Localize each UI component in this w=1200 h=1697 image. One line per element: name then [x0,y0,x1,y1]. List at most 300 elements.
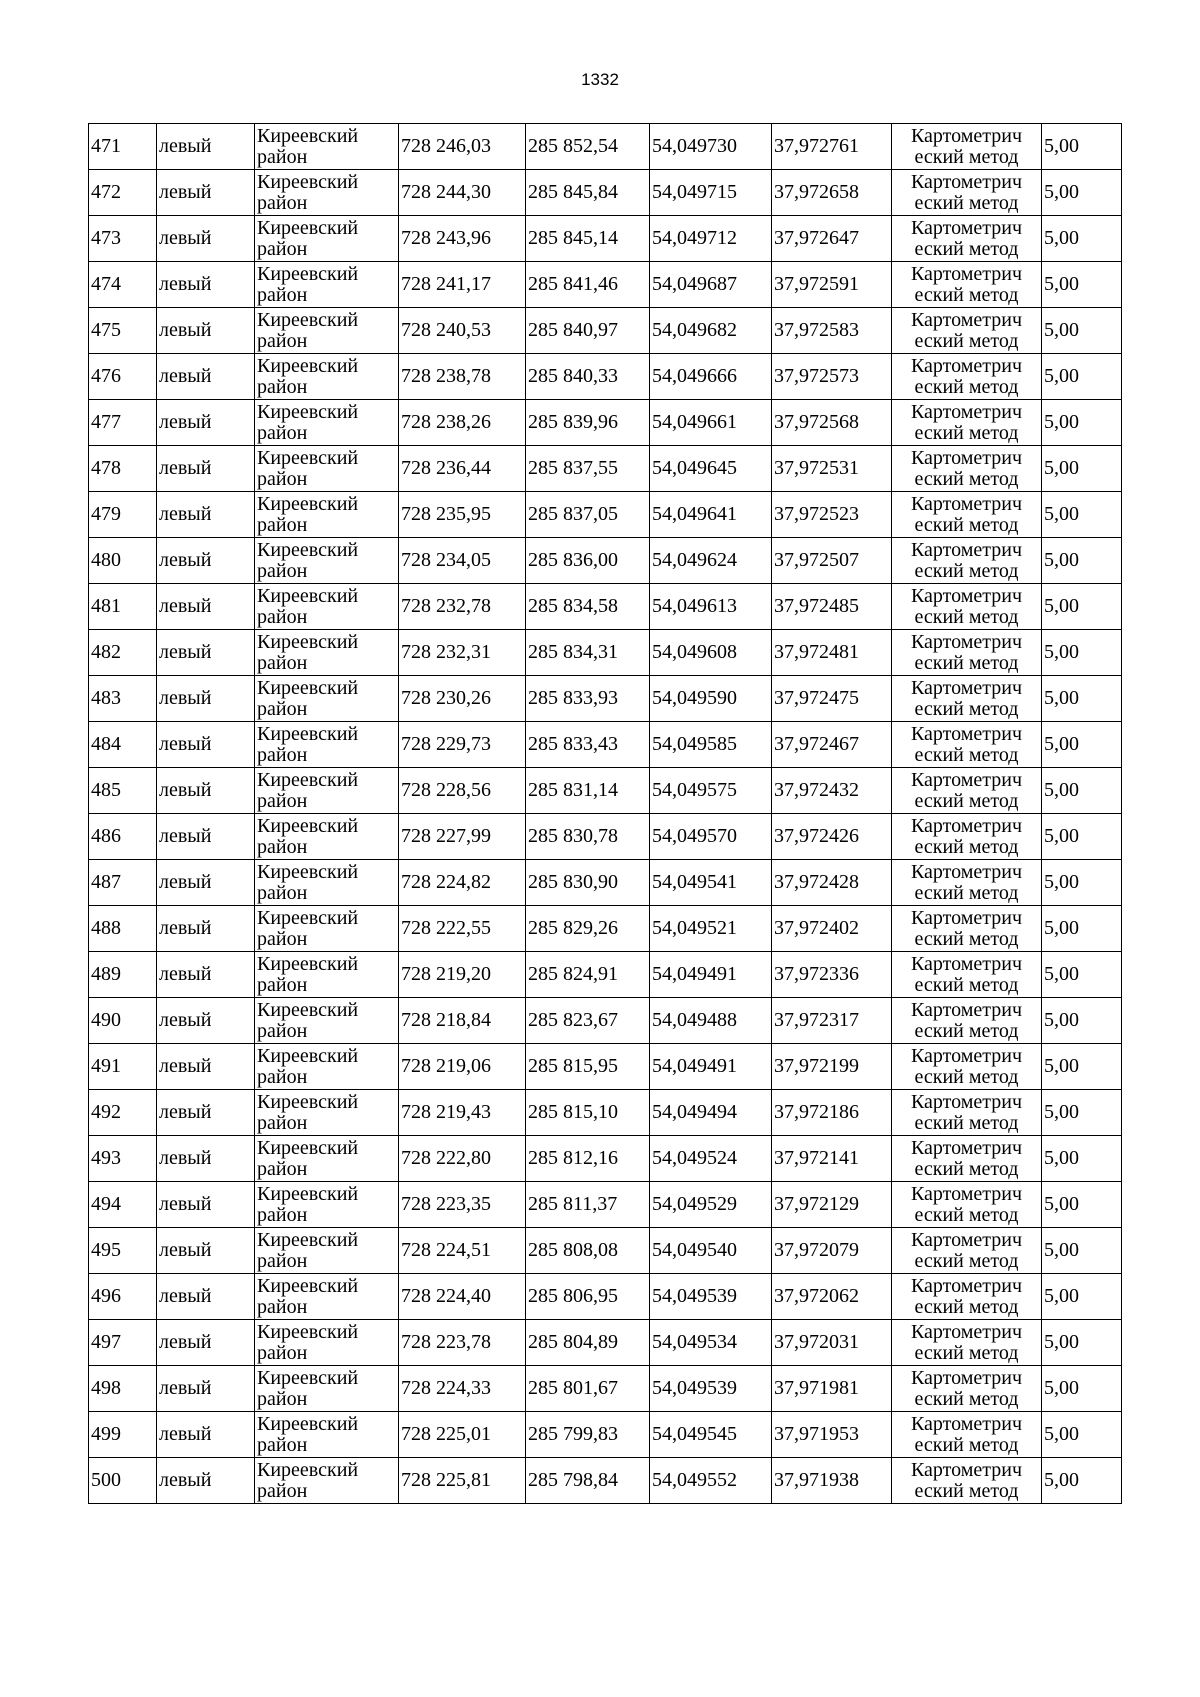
bank-side-cell: левый [157,1136,255,1182]
district-cell-line: район [257,375,308,398]
y-coordinate-cell: 285 833,93 [526,676,650,722]
latitude-cell: 54,049529 [650,1182,772,1228]
y-coordinate-cell: 285 845,84 [526,170,650,216]
latitude-cell: 54,049661 [650,400,772,446]
district-cell-line: район [257,145,308,168]
table-row [89,492,1122,538]
method-cell-line: Картометрич [910,492,1023,515]
x-coordinate-cell: 728 224,40 [399,1274,526,1320]
point-number-cell: 474 [89,262,157,308]
district-cell [255,906,399,952]
point-number-cell: 481 [89,584,157,630]
district-cell [255,1044,399,1090]
district-cell-line: Киреевский [257,768,359,791]
y-coordinate-cell: 285 837,55 [526,446,650,492]
method-cell-line: еский метод [914,421,1019,444]
y-coordinate-cell: 285 834,58 [526,584,650,630]
method-cell-line: еский метод [914,651,1019,674]
method-cell-line: еский метод [914,1479,1019,1502]
latitude-cell: 54,049575 [650,768,772,814]
longitude-cell: 37,972129 [772,1182,892,1228]
district-cell [255,492,399,538]
district-cell [255,584,399,630]
accuracy-cell: 5,00 [1042,906,1122,952]
y-coordinate-cell: 285 815,95 [526,1044,650,1090]
table-row [89,630,1122,676]
district-cell-line: Киреевский [257,1412,359,1435]
latitude-cell: 54,049682 [650,308,772,354]
latitude-cell: 54,049552 [650,1458,772,1504]
method-cell [892,216,1042,262]
point-number-cell: 478 [89,446,157,492]
district-cell-line: район [257,927,308,950]
accuracy-cell: 5,00 [1042,814,1122,860]
district-cell-line: Киреевский [257,1090,359,1113]
latitude-cell: 54,049491 [650,952,772,998]
point-number-cell: 485 [89,768,157,814]
table-row [89,768,1122,814]
district-cell-line: район [257,1019,308,1042]
district-cell [255,354,399,400]
district-cell [255,1182,399,1228]
method-cell [892,1090,1042,1136]
district-cell-line: Киреевский [257,1044,359,1067]
district-cell-line: Киреевский [257,722,359,745]
bank-side-cell: левый [157,906,255,952]
latitude-cell: 54,049539 [650,1274,772,1320]
accuracy-cell: 5,00 [1042,952,1122,998]
table-row [89,814,1122,860]
longitude-cell: 37,972507 [772,538,892,584]
latitude-cell: 54,049730 [650,124,772,170]
district-cell-line: Киреевский [257,1228,359,1251]
accuracy-cell: 5,00 [1042,1136,1122,1182]
latitude-cell: 54,049488 [650,998,772,1044]
bank-side-cell: левый [157,814,255,860]
district-cell-line: район [257,743,308,766]
y-coordinate-cell: 285 830,78 [526,814,650,860]
method-cell-line: Картометрич [910,354,1023,377]
bank-side-cell: левый [157,216,255,262]
x-coordinate-cell: 728 219,43 [399,1090,526,1136]
method-cell-line: еский метод [914,1019,1019,1042]
method-cell-line: еский метод [914,1249,1019,1272]
accuracy-cell: 5,00 [1042,1274,1122,1320]
district-cell [255,216,399,262]
district-cell [255,262,399,308]
district-cell-line: район [257,1203,308,1226]
method-cell-line: еский метод [914,237,1019,260]
x-coordinate-cell: 728 218,84 [399,998,526,1044]
y-coordinate-cell: 285 831,14 [526,768,650,814]
y-coordinate-cell: 285 841,46 [526,262,650,308]
y-coordinate-cell: 285 845,14 [526,216,650,262]
longitude-cell: 37,972485 [772,584,892,630]
table-row [89,906,1122,952]
point-number-cell: 493 [89,1136,157,1182]
point-number-cell: 495 [89,1228,157,1274]
y-coordinate-cell: 285 812,16 [526,1136,650,1182]
longitude-cell: 37,972583 [772,308,892,354]
table-row [89,722,1122,768]
y-coordinate-cell: 285 840,97 [526,308,650,354]
bank-side-cell: левый [157,1366,255,1412]
longitude-cell: 37,972031 [772,1320,892,1366]
district-cell-line: Киреевский [257,630,359,653]
y-coordinate-cell: 285 830,90 [526,860,650,906]
latitude-cell: 54,049715 [650,170,772,216]
x-coordinate-cell: 728 234,05 [399,538,526,584]
x-coordinate-cell: 728 241,17 [399,262,526,308]
district-cell-line: Киреевский [257,170,359,193]
district-cell-line: район [257,1341,308,1364]
latitude-cell: 54,049613 [650,584,772,630]
x-coordinate-cell: 728 219,06 [399,1044,526,1090]
method-cell-line: еский метод [914,513,1019,536]
latitude-cell: 54,049521 [650,906,772,952]
table-row [89,1090,1122,1136]
y-coordinate-cell: 285 840,33 [526,354,650,400]
point-number-cell: 472 [89,170,157,216]
accuracy-cell: 5,00 [1042,1228,1122,1274]
x-coordinate-cell: 728 232,31 [399,630,526,676]
method-cell-line: Картометрич [910,906,1023,929]
longitude-cell: 37,972426 [772,814,892,860]
y-coordinate-cell: 285 808,08 [526,1228,650,1274]
district-cell [255,1320,399,1366]
method-cell-line: Картометрич [910,860,1023,883]
bank-side-cell: левый [157,446,255,492]
method-cell-line: еский метод [914,329,1019,352]
method-cell [892,584,1042,630]
district-cell [255,446,399,492]
method-cell-line: Картометрич [910,400,1023,423]
table-row [89,354,1122,400]
accuracy-cell: 5,00 [1042,768,1122,814]
longitude-cell: 37,972141 [772,1136,892,1182]
accuracy-cell: 5,00 [1042,538,1122,584]
longitude-cell: 37,971938 [772,1458,892,1504]
method-cell-line: еский метод [914,1065,1019,1088]
table-row [89,1136,1122,1182]
latitude-cell: 54,049608 [650,630,772,676]
x-coordinate-cell: 728 238,26 [399,400,526,446]
table-row [89,400,1122,446]
x-coordinate-cell: 728 229,73 [399,722,526,768]
longitude-cell: 37,972467 [772,722,892,768]
district-cell-line: район [257,697,308,720]
district-cell-line: Киреевский [257,354,359,377]
method-cell [892,722,1042,768]
method-cell [892,1366,1042,1412]
district-cell-line: Киреевский [257,584,359,607]
method-cell-line: Картометрич [910,446,1023,469]
y-coordinate-cell: 285 815,10 [526,1090,650,1136]
district-cell-line: Киреевский [257,1458,359,1481]
point-number-cell: 492 [89,1090,157,1136]
district-cell-line: Киреевский [257,308,359,331]
method-cell [892,1136,1042,1182]
method-cell-line: еский метод [914,789,1019,812]
district-cell [255,170,399,216]
bank-side-cell: левый [157,722,255,768]
method-cell [892,676,1042,722]
method-cell-line: Картометрич [910,1044,1023,1067]
table-row [89,308,1122,354]
longitude-cell: 37,972062 [772,1274,892,1320]
district-cell [255,676,399,722]
latitude-cell: 54,049641 [650,492,772,538]
district-cell-line: район [257,973,308,996]
district-cell-line: Киреевский [257,216,359,239]
point-number-cell: 490 [89,998,157,1044]
accuracy-cell: 5,00 [1042,446,1122,492]
latitude-cell: 54,049524 [650,1136,772,1182]
method-cell-line: еский метод [914,145,1019,168]
method-cell [892,1320,1042,1366]
accuracy-cell: 5,00 [1042,584,1122,630]
method-cell-line: еский метод [914,605,1019,628]
method-cell-line: Картометрич [910,538,1023,561]
district-cell-line: Киреевский [257,400,359,423]
method-cell-line: Картометрич [910,676,1023,699]
district-cell [255,998,399,1044]
bank-side-cell: левый [157,1412,255,1458]
point-number-cell: 475 [89,308,157,354]
method-cell-line: еский метод [914,1295,1019,1318]
table-row [89,1044,1122,1090]
district-cell-line: Киреевский [257,906,359,929]
point-number-cell: 482 [89,630,157,676]
x-coordinate-cell: 728 232,78 [399,584,526,630]
table-row [89,216,1122,262]
y-coordinate-cell: 285 824,91 [526,952,650,998]
x-coordinate-cell: 728 222,80 [399,1136,526,1182]
district-cell-line: Киреевский [257,1320,359,1343]
district-cell-line: Киреевский [257,124,359,147]
bank-side-cell: левый [157,1090,255,1136]
district-cell-line: район [257,1479,308,1502]
x-coordinate-cell: 728 227,99 [399,814,526,860]
table-row [89,1366,1122,1412]
district-cell-line: район [257,1157,308,1180]
y-coordinate-cell: 285 811,37 [526,1182,650,1228]
page-number: 1332 [581,70,619,89]
method-cell-line: еский метод [914,559,1019,582]
bank-side-cell: левый [157,492,255,538]
method-cell-line: Картометрич [910,768,1023,791]
point-number-cell: 473 [89,216,157,262]
table-row [89,998,1122,1044]
district-cell-line: Киреевский [257,1366,359,1389]
bank-side-cell: левый [157,630,255,676]
bank-side-cell: левый [157,170,255,216]
latitude-cell: 54,049570 [650,814,772,860]
latitude-cell: 54,049494 [650,1090,772,1136]
longitude-cell: 37,972523 [772,492,892,538]
district-cell [255,768,399,814]
district-cell-line: Киреевский [257,262,359,285]
method-cell-line: еский метод [914,1157,1019,1180]
y-coordinate-cell: 285 804,89 [526,1320,650,1366]
district-cell-line: Киреевский [257,952,359,975]
district-cell-line: Киреевский [257,446,359,469]
x-coordinate-cell: 728 235,95 [399,492,526,538]
method-cell [892,1412,1042,1458]
method-cell [892,124,1042,170]
accuracy-cell: 5,00 [1042,860,1122,906]
point-number-cell: 476 [89,354,157,400]
y-coordinate-cell: 285 829,26 [526,906,650,952]
x-coordinate-cell: 728 243,96 [399,216,526,262]
accuracy-cell: 5,00 [1042,400,1122,446]
longitude-cell: 37,972591 [772,262,892,308]
accuracy-cell: 5,00 [1042,492,1122,538]
method-cell-line: Картометрич [910,584,1023,607]
district-cell-line: район [257,881,308,904]
x-coordinate-cell: 728 222,55 [399,906,526,952]
x-coordinate-cell: 728 223,78 [399,1320,526,1366]
district-cell-line: Киреевский [257,538,359,561]
bank-side-cell: левый [157,538,255,584]
table-row [89,952,1122,998]
method-cell-line: еский метод [914,881,1019,904]
method-cell-line: еский метод [914,835,1019,858]
table-row [89,1320,1122,1366]
table-row [89,1412,1122,1458]
bank-side-cell: левый [157,1274,255,1320]
method-cell-line: Картометрич [910,1136,1023,1159]
bank-side-cell: левый [157,1320,255,1366]
latitude-cell: 54,049590 [650,676,772,722]
y-coordinate-cell: 285 801,67 [526,1366,650,1412]
longitude-cell: 37,972199 [772,1044,892,1090]
method-cell-line: еский метод [914,1387,1019,1410]
y-coordinate-cell: 285 837,05 [526,492,650,538]
point-number-cell: 491 [89,1044,157,1090]
bank-side-cell: левый [157,952,255,998]
longitude-cell: 37,972186 [772,1090,892,1136]
table-row [89,170,1122,216]
district-cell-line: район [257,835,308,858]
method-cell-line: еский метод [914,1433,1019,1456]
district-cell [255,1458,399,1504]
method-cell-line: Картометрич [910,308,1023,331]
district-cell-line: Киреевский [257,814,359,837]
accuracy-cell: 5,00 [1042,998,1122,1044]
point-number-cell: 500 [89,1458,157,1504]
district-cell [255,1136,399,1182]
method-cell [892,768,1042,814]
district-cell [255,952,399,998]
x-coordinate-cell: 728 225,01 [399,1412,526,1458]
district-cell [255,124,399,170]
district-cell-line: район [257,651,308,674]
table-row [89,1228,1122,1274]
method-cell [892,446,1042,492]
point-number-cell: 496 [89,1274,157,1320]
longitude-cell: 37,971981 [772,1366,892,1412]
accuracy-cell: 5,00 [1042,170,1122,216]
method-cell-line: еский метод [914,1111,1019,1134]
district-cell-line: район [257,329,308,352]
bank-side-cell: левый [157,676,255,722]
district-cell [255,1090,399,1136]
district-cell [255,400,399,446]
method-cell [892,952,1042,998]
district-cell-line: Киреевский [257,1274,359,1297]
latitude-cell: 54,049491 [650,1044,772,1090]
y-coordinate-cell: 285 806,95 [526,1274,650,1320]
point-number-cell: 488 [89,906,157,952]
accuracy-cell: 5,00 [1042,262,1122,308]
method-cell-line: Картометрич [910,1320,1023,1343]
method-cell-line: Картометрич [910,1412,1023,1435]
method-cell-line: еский метод [914,1203,1019,1226]
accuracy-cell: 5,00 [1042,124,1122,170]
accuracy-cell: 5,00 [1042,1366,1122,1412]
method-cell-line: Картометрич [910,170,1023,193]
bank-side-cell: левый [157,400,255,446]
district-cell-line: район [257,1065,308,1088]
bank-side-cell: левый [157,1044,255,1090]
x-coordinate-cell: 728 219,20 [399,952,526,998]
x-coordinate-cell: 728 224,82 [399,860,526,906]
longitude-cell: 37,972317 [772,998,892,1044]
method-cell-line: Картометрич [910,1366,1023,1389]
accuracy-cell: 5,00 [1042,722,1122,768]
table-row [89,676,1122,722]
y-coordinate-cell: 285 852,54 [526,124,650,170]
accuracy-cell: 5,00 [1042,1090,1122,1136]
accuracy-cell: 5,00 [1042,630,1122,676]
longitude-cell: 37,972647 [772,216,892,262]
method-cell-line: еский метод [914,697,1019,720]
latitude-cell: 54,049645 [650,446,772,492]
bank-side-cell: левый [157,124,255,170]
district-cell-line: район [257,237,308,260]
method-cell-line: Картометрич [910,1090,1023,1113]
accuracy-cell: 5,00 [1042,1412,1122,1458]
district-cell-line: район [257,1387,308,1410]
district-cell-line: район [257,283,308,306]
method-cell-line: еский метод [914,1341,1019,1364]
longitude-cell: 37,972658 [772,170,892,216]
bank-side-cell: левый [157,584,255,630]
point-number-cell: 499 [89,1412,157,1458]
district-cell-line: район [257,421,308,444]
bank-side-cell: левый [157,262,255,308]
longitude-cell: 37,972573 [772,354,892,400]
method-cell-line: Картометрич [910,1274,1023,1297]
bank-side-cell: левый [157,308,255,354]
bank-side-cell: левый [157,768,255,814]
method-cell-line: Картометрич [910,722,1023,745]
district-cell-line: Киреевский [257,1182,359,1205]
coordinates-table [88,123,1122,1504]
table-row [89,860,1122,906]
method-cell-line: еский метод [914,743,1019,766]
district-cell [255,308,399,354]
district-cell-line: район [257,789,308,812]
table-row [89,538,1122,584]
longitude-cell: 37,971953 [772,1412,892,1458]
method-cell [892,308,1042,354]
district-cell [255,1228,399,1274]
x-coordinate-cell: 728 224,33 [399,1366,526,1412]
bank-side-cell: левый [157,1458,255,1504]
accuracy-cell: 5,00 [1042,1044,1122,1090]
